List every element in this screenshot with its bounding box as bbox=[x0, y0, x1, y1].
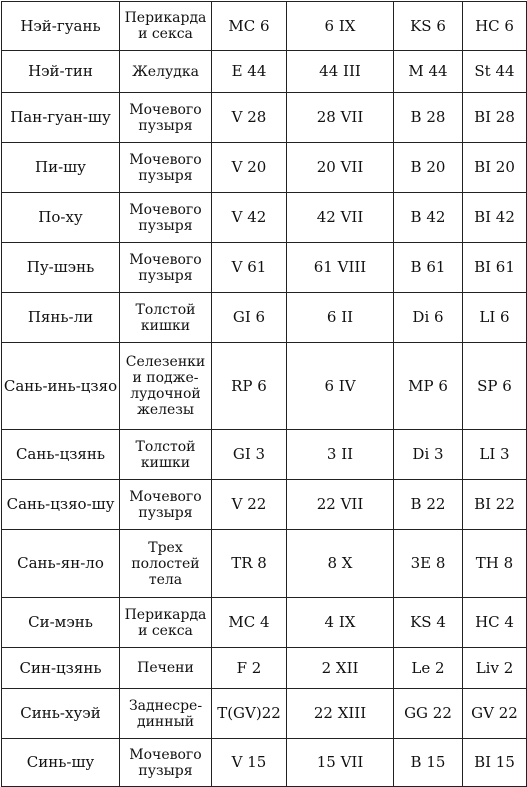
point-name-cell: Сань-цзяо-шу bbox=[2, 480, 120, 530]
point-name-cell: Синь-хуэй bbox=[2, 689, 120, 739]
organ-line: Перикарда bbox=[124, 10, 207, 26]
table-row bbox=[2, 430, 527, 480]
organ-line: и подже- bbox=[132, 370, 199, 386]
meridian-organ-cell bbox=[120, 430, 212, 480]
code-cell-2: 6 II bbox=[287, 293, 394, 343]
organ-line: пузыря bbox=[138, 117, 193, 134]
code-cell-3: B 22 bbox=[394, 480, 463, 530]
table-row bbox=[2, 143, 527, 193]
point-name-cell: По-ху bbox=[2, 193, 120, 243]
code-cell-2: 28 VII bbox=[287, 93, 394, 143]
code-cell-3: 3E 8 bbox=[394, 530, 463, 598]
organ-line: Перикарда bbox=[124, 606, 207, 623]
table-row bbox=[2, 689, 527, 739]
table-row bbox=[2, 193, 527, 243]
point-name-cell: Пи-шу bbox=[2, 143, 120, 193]
organ-line: пузыря bbox=[138, 762, 193, 779]
organ-line: Мочевого bbox=[129, 201, 202, 218]
code-cell-4: TH 8 bbox=[463, 530, 527, 598]
code-cell-1: V 22 bbox=[212, 480, 287, 530]
meridian-organ-cell bbox=[120, 193, 212, 243]
organ-line: Мочевого bbox=[129, 251, 202, 268]
point-name-cell: Пан-гуан-шу bbox=[2, 93, 120, 143]
organ-line: Печени bbox=[137, 660, 194, 676]
meridian-organ-cell bbox=[120, 739, 212, 787]
organ-line: Селезенки bbox=[125, 354, 206, 370]
code-cell-3: B 20 bbox=[394, 143, 463, 193]
code-cell-3: MP 6 bbox=[394, 343, 463, 430]
table-row bbox=[2, 648, 527, 689]
meridian-organ-cell bbox=[120, 648, 212, 689]
organ-line: пузыря bbox=[138, 167, 193, 184]
code-cell-3: GG 22 bbox=[394, 689, 463, 739]
organ-line: пузыря bbox=[138, 267, 193, 284]
organ-line: пузыря bbox=[138, 504, 193, 521]
table-row bbox=[2, 343, 527, 430]
code-cell-4: HC 6 bbox=[463, 2, 527, 51]
code-cell-1: MC 6 bbox=[212, 2, 287, 51]
organ-line: полостей bbox=[131, 555, 200, 572]
code-cell-1: V 15 bbox=[212, 739, 287, 787]
code-cell-1: E 44 bbox=[212, 51, 287, 93]
organ-line: и секса bbox=[138, 26, 193, 42]
point-name-cell: Нэй-тин bbox=[2, 51, 120, 93]
meridian-organ-cell bbox=[120, 598, 212, 648]
code-cell-3: KS 6 bbox=[394, 2, 463, 51]
point-name-cell: Сань-инь-цзяо bbox=[2, 343, 120, 430]
point-name-cell: Пу-шэнь bbox=[2, 243, 120, 293]
code-cell-2: 42 VII bbox=[287, 193, 394, 243]
code-cell-2: 20 VII bbox=[287, 143, 394, 193]
code-cell-1: V 42 bbox=[212, 193, 287, 243]
table-row bbox=[2, 51, 527, 93]
code-cell-2: 4 IX bbox=[287, 598, 394, 648]
code-cell-2: 22 VII bbox=[287, 480, 394, 530]
organ-line: Мочевого bbox=[129, 101, 202, 118]
code-cell-2: 44 III bbox=[287, 51, 394, 93]
organ-line: Мочевого bbox=[129, 746, 202, 763]
organ-line: Толстой bbox=[135, 301, 196, 318]
meridian-organ-cell bbox=[120, 143, 212, 193]
table-row bbox=[2, 598, 527, 648]
meridian-organ-cell bbox=[120, 530, 212, 598]
table-row bbox=[2, 243, 527, 293]
code-cell-3: B 15 bbox=[394, 739, 463, 787]
code-cell-3: Le 2 bbox=[394, 648, 463, 689]
code-cell-4: LI 6 bbox=[463, 293, 527, 343]
code-cell-4: BI 20 bbox=[463, 143, 527, 193]
code-cell-4: BI 22 bbox=[463, 480, 527, 530]
code-cell-3: B 28 bbox=[394, 93, 463, 143]
point-name-cell: Сань-ян-ло bbox=[2, 530, 120, 598]
organ-line: Мочевого bbox=[129, 151, 202, 168]
code-cell-4: GV 22 bbox=[463, 689, 527, 739]
code-cell-1: TR 8 bbox=[212, 530, 287, 598]
table-row bbox=[2, 739, 527, 787]
table-body bbox=[2, 2, 527, 787]
point-name-cell: Си-мэнь bbox=[2, 598, 120, 648]
code-cell-2: 3 II bbox=[287, 430, 394, 480]
code-cell-2: 6 IX bbox=[287, 2, 394, 51]
point-name-cell: Сань-цзянь bbox=[2, 430, 120, 480]
code-cell-2: 8 X bbox=[287, 530, 394, 598]
code-cell-1: V 20 bbox=[212, 143, 287, 193]
meridian-organ-cell bbox=[120, 343, 212, 430]
code-cell-3: M 44 bbox=[394, 51, 463, 93]
code-cell-2: 15 VII bbox=[287, 739, 394, 787]
code-cell-4: BI 15 bbox=[463, 739, 527, 787]
table-row bbox=[2, 2, 527, 51]
code-cell-4: BI 42 bbox=[463, 193, 527, 243]
code-cell-3: B 42 bbox=[394, 193, 463, 243]
organ-line: лудочной bbox=[130, 386, 201, 402]
code-cell-1: V 28 bbox=[212, 93, 287, 143]
point-name-cell: Син-цзянь bbox=[2, 648, 120, 689]
point-name-cell: Пянь-ли bbox=[2, 293, 120, 343]
table-row bbox=[2, 530, 527, 598]
table-row bbox=[2, 293, 527, 343]
code-cell-1: MC 4 bbox=[212, 598, 287, 648]
organ-line: Заднесре- bbox=[128, 697, 203, 714]
organ-line: пузыря bbox=[138, 217, 193, 234]
code-cell-1: F 2 bbox=[212, 648, 287, 689]
meridian-organ-cell bbox=[120, 689, 212, 739]
code-cell-1: GI 3 bbox=[212, 430, 287, 480]
code-cell-1: RP 6 bbox=[212, 343, 287, 430]
organ-line: Желудка bbox=[132, 63, 199, 80]
code-cell-2: 2 XII bbox=[287, 648, 394, 689]
meridian-organ-cell bbox=[120, 293, 212, 343]
acupoint-table bbox=[1, 1, 527, 787]
organ-line: и секса bbox=[138, 622, 193, 639]
organ-line: Толстой bbox=[135, 438, 196, 455]
code-cell-4: BI 28 bbox=[463, 93, 527, 143]
code-cell-4: St 44 bbox=[463, 51, 527, 93]
organ-line: динный bbox=[136, 713, 195, 730]
meridian-organ-cell bbox=[120, 2, 212, 51]
meridian-organ-cell bbox=[120, 93, 212, 143]
code-cell-1: V 61 bbox=[212, 243, 287, 293]
code-cell-3: KS 4 bbox=[394, 598, 463, 648]
code-cell-1: T(GV)22 bbox=[212, 689, 287, 739]
meridian-organ-cell bbox=[120, 243, 212, 293]
code-cell-2: 61 VIII bbox=[287, 243, 394, 293]
code-cell-3: B 61 bbox=[394, 243, 463, 293]
code-cell-4: BI 61 bbox=[463, 243, 527, 293]
point-name-cell: Синь-шу bbox=[2, 739, 120, 787]
code-cell-3: Di 3 bbox=[394, 430, 463, 480]
code-cell-4: LI 3 bbox=[463, 430, 527, 480]
code-cell-2: 22 XIII bbox=[287, 689, 394, 739]
meridian-organ-cell bbox=[120, 480, 212, 530]
organ-line: тела bbox=[148, 571, 183, 588]
organ-line: железы bbox=[136, 402, 195, 418]
code-cell-3: Di 6 bbox=[394, 293, 463, 343]
organ-line: Мочевого bbox=[129, 488, 202, 505]
code-cell-2: 6 IV bbox=[287, 343, 394, 430]
code-cell-4: HC 4 bbox=[463, 598, 527, 648]
organ-line: Трех bbox=[148, 539, 183, 556]
organ-line: кишки bbox=[140, 454, 191, 471]
code-cell-4: Liv 2 bbox=[463, 648, 527, 689]
meridian-organ-cell bbox=[120, 51, 212, 93]
table-row bbox=[2, 480, 527, 530]
table-row bbox=[2, 93, 527, 143]
point-name-cell: Нэй-гуань bbox=[2, 2, 120, 51]
code-cell-4: SP 6 bbox=[463, 343, 527, 430]
code-cell-1: GI 6 bbox=[212, 293, 287, 343]
organ-line: кишки bbox=[140, 317, 191, 334]
